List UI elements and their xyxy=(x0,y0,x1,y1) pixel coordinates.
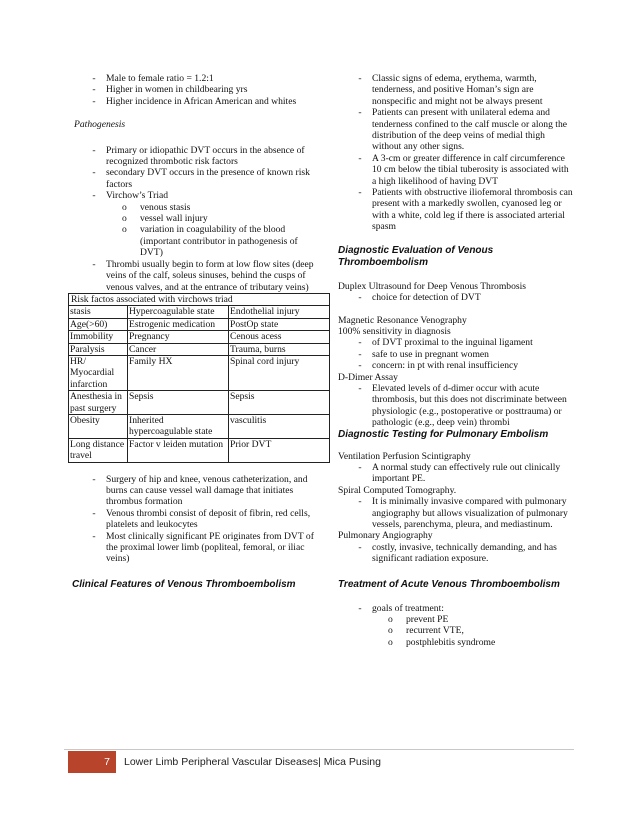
table-row xyxy=(69,391,330,415)
footer-text: Lower Limb Peripheral Vascular Diseases| Mica Pusing xyxy=(124,756,381,768)
list-item: - goals of treatment: xyxy=(338,603,574,614)
table-cell: Estrogenic medication xyxy=(128,318,229,330)
table-cell: Hypercoagulable state xyxy=(128,306,229,318)
dash-bullet-icon: - xyxy=(358,152,362,164)
circle-bullet-icon: o xyxy=(122,213,127,225)
table-cell: Pregnancy xyxy=(128,331,229,343)
duplex-title: Duplex Ultrasound for Deep Venous Thrombosis xyxy=(338,280,527,292)
ddimer-title: D-Dimer Assay xyxy=(338,371,398,383)
dash-bullet-icon: - xyxy=(92,258,96,270)
list-item: - safe to use in pregnant women xyxy=(338,349,574,360)
dash-bullet-icon: - xyxy=(92,84,96,96)
table-cell: PostOp state xyxy=(229,318,330,330)
table-row xyxy=(69,438,330,462)
list-item: - Thrombi usually begin to form at low flow sites (deep veins of the calf, soleus sinuses, behind the cusps of venous valves, and at the entrance of tributary veins) xyxy=(72,259,318,293)
list-item: - Surgery of hip and knee, venous catheterization, and burns can cause vessel wall damage that initiates thrombus formation xyxy=(72,474,318,508)
table-cell: vasculitis xyxy=(229,414,330,438)
sub-list-item: o variation in coagulability of the blood (important contributor in pathogenesis of DVT) xyxy=(122,224,298,259)
table-row xyxy=(69,318,330,330)
table-row xyxy=(69,331,330,343)
list-item: - secondary DVT occurs in the presence of known risk factors xyxy=(72,167,318,190)
table-cell: Sepsis xyxy=(229,391,330,415)
list-item: - Virchow’s Triad xyxy=(72,190,318,201)
table-cell: Age(>60) xyxy=(69,318,128,330)
dash-bullet-icon: - xyxy=(92,530,96,542)
list-item: - Patients with obstructive iliofemoral thrombosis can present with a markedly swollen, cyanosed leg or with a white, cold leg if there is associated arterial spasm xyxy=(338,187,574,233)
pathogenesis-heading: Pathogenesis xyxy=(74,119,126,131)
circle-bullet-icon: o xyxy=(122,201,127,213)
table-row xyxy=(69,414,330,438)
sub-list-item: o venous stasis xyxy=(122,201,191,213)
dash-bullet-icon: - xyxy=(92,95,96,107)
table-cell: Obesity xyxy=(69,414,128,438)
list-item: - It is minimally invasive compared with pulmonary angiography but allows visualization of pulmonary vessels, parenchyma, pleura, and mediastinum. xyxy=(338,496,574,530)
dash-bullet-icon: - xyxy=(358,496,362,508)
page-footer xyxy=(68,751,381,773)
list-item: - of DVT proximal to the inguinal ligament xyxy=(338,337,574,348)
circle-bullet-icon: o xyxy=(388,614,393,626)
dash-bullet-icon: - xyxy=(358,73,362,84)
table-cell: Anesthesia in past surgery xyxy=(69,391,128,415)
vp-title: Ventilation Perfusion Scintigraphy xyxy=(338,450,471,462)
list-item: - Primary or idiopathic DVT occurs in the absence of recognized thrombotic risk factors xyxy=(72,145,318,168)
sub-list-item: o vessel wall injury xyxy=(122,213,208,225)
list-item: - choice for detection of DVT xyxy=(338,292,574,303)
dash-bullet-icon: - xyxy=(92,507,96,519)
dash-bullet-icon: - xyxy=(358,461,362,473)
table-cell: Cenous acess xyxy=(229,331,330,343)
sub-list-item: o postphlebitis syndrome xyxy=(388,636,496,648)
table-cell: Family HX xyxy=(128,355,229,390)
circle-bullet-icon: o xyxy=(388,625,393,637)
dash-bullet-icon: - xyxy=(358,107,362,119)
dash-bullet-icon: - xyxy=(358,292,362,304)
table-cell: Sepsis xyxy=(128,391,229,415)
diagnostic-pe-heading: Diagnostic Testing for Pulmonary Embolism xyxy=(338,428,549,440)
table-cell: Immobility xyxy=(69,331,128,343)
table-caption: Risk factos associated with virchows triad xyxy=(69,293,330,305)
treatment-heading: Treatment of Acute Venous Thromboembolism xyxy=(338,578,560,590)
mrv-sensitivity: 100% sensitivity in diagnosis xyxy=(338,325,451,337)
table-cell: Long distance travel xyxy=(69,438,128,462)
page-number-badge: 7 xyxy=(68,751,116,773)
mrv-title: Magnetic Resonance Venography xyxy=(338,314,467,326)
dash-bullet-icon: - xyxy=(92,167,96,179)
dash-bullet-icon: - xyxy=(358,602,362,614)
risk-factors-table xyxy=(68,293,330,463)
dash-bullet-icon: - xyxy=(92,473,96,485)
table-cell: Trauma, burns xyxy=(229,343,330,355)
table-row xyxy=(69,355,330,390)
dash-bullet-icon: - xyxy=(358,541,362,553)
pa-title: Pulmonary Angiography xyxy=(338,530,433,542)
table-caption-row xyxy=(69,293,330,305)
dash-bullet-icon: - xyxy=(358,348,362,360)
after-table-list xyxy=(72,474,318,565)
list-item: - Higher in women in childbearing yrs xyxy=(72,84,318,95)
list-item: - Male to female ratio = 1.2:1 xyxy=(72,73,318,84)
list-item: - Higher incidence in African American and whites xyxy=(72,96,318,107)
list-item: - A 3-cm or greater difference in calf circumference 10 cm below the tibial tuberosity is associated with a high likelihood of having DVT xyxy=(338,153,574,187)
table-cell: Endothelial injury xyxy=(229,306,330,318)
table-cell: Paralysis xyxy=(69,343,128,355)
dash-bullet-icon: - xyxy=(358,337,362,349)
table-row xyxy=(69,343,330,355)
list-item: - Patients can present with unilateral edema and tenderness confined to the calf muscle or along the distribution of the deep veins of medial thigh without any other signs. xyxy=(338,107,574,153)
left-column xyxy=(72,73,318,603)
list-item: - A normal study can effectively rule out clinically important PE. xyxy=(338,462,574,485)
footer-divider xyxy=(64,749,574,750)
intro-list xyxy=(72,73,318,107)
list-item: - costly, invasive, technically demanding, and has significant radiation exposure. xyxy=(338,542,574,565)
list-item: - Most clinically significant PE originates from DVT of the proximal lower limb (popliteal, femoral, or iliac veins) xyxy=(72,531,318,565)
dash-bullet-icon: - xyxy=(358,360,362,372)
dash-bullet-icon: - xyxy=(92,190,96,202)
table-cell: HR/ Myocardial infarction xyxy=(69,355,128,390)
dash-bullet-icon: - xyxy=(358,187,362,199)
list-item: - Elevated levels of d-dimer occur with acute thrombosis, but this does not discriminate between physiologic (e.g., postoperative or posttrauma) or pathologic (e.g., deep vein) thrombi xyxy=(338,383,574,429)
list-item: - Classic signs of edema, erythema, warmth, tenderness, and positive Homan’s sign are nonspecific and might not be always present xyxy=(338,73,574,107)
dash-bullet-icon: - xyxy=(92,73,96,84)
dash-bullet-icon: - xyxy=(358,382,362,394)
ct-title: Spiral Computed Tomography. xyxy=(338,484,457,496)
sub-list-item: o prevent PE xyxy=(388,614,449,626)
table-cell: Inherited hypercoagulable state xyxy=(128,414,229,438)
table-cell: Factor v leiden mutation xyxy=(128,438,229,462)
table-cell: Prior DVT xyxy=(229,438,330,462)
circle-bullet-icon: o xyxy=(388,636,393,648)
clinical-features-list xyxy=(338,73,574,233)
dash-bullet-icon: - xyxy=(92,144,96,156)
table-cell: Spinal cord injury xyxy=(229,355,330,390)
diagnostic-evaluation-heading: Diagnostic Evaluation of Venous Thromboembolism xyxy=(338,244,494,268)
list-item: - Venous thrombi consist of deposit of fibrin, red cells, platelets and leukocytes xyxy=(72,508,318,531)
table-cell: Cancer xyxy=(128,343,229,355)
sub-list-item: o recurrent VTE, xyxy=(388,625,464,637)
table-cell: stasis xyxy=(69,306,128,318)
list-item: - concern: in pt with renal insufficiency xyxy=(338,360,574,371)
circle-bullet-icon: o xyxy=(122,224,127,236)
pathogenesis-list xyxy=(72,145,318,293)
right-column xyxy=(338,73,574,648)
table-row xyxy=(69,306,330,318)
clinical-features-heading: Clinical Features of Venous Thromboembolism xyxy=(72,578,296,590)
